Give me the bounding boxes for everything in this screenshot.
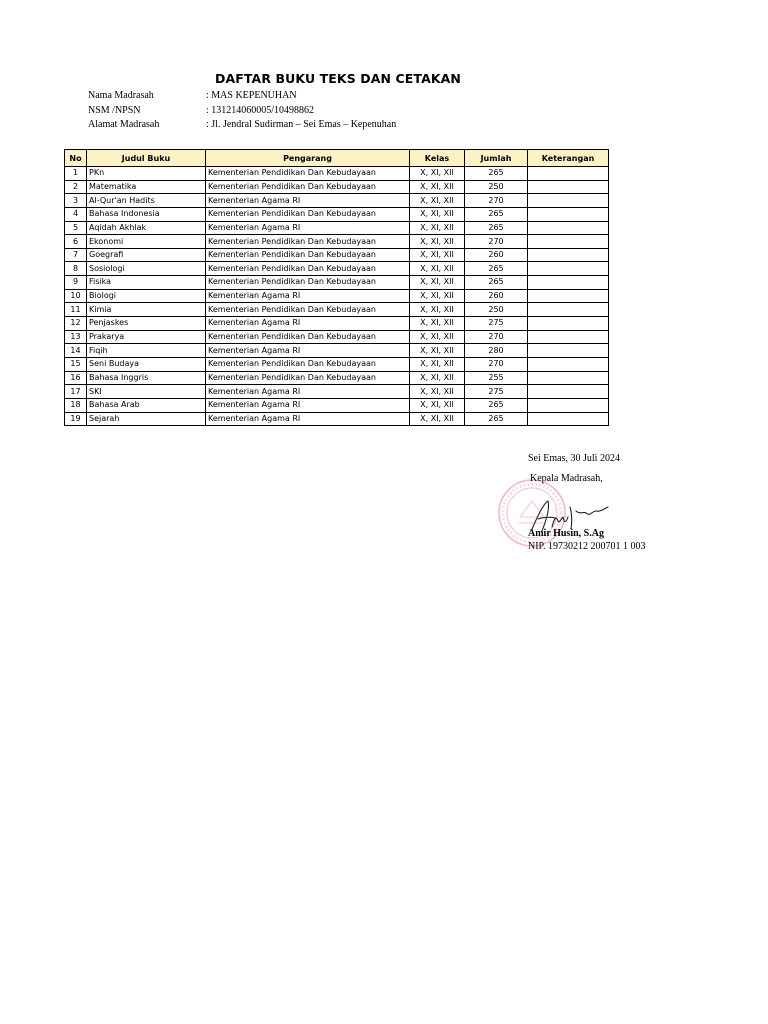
cell-no: 2 (65, 180, 87, 194)
cell-judul-buku: Aqidah Akhlak (87, 221, 206, 235)
cell-pengarang: Kementerian Agama RI (206, 385, 410, 399)
cell-no: 11 (65, 303, 87, 317)
document-title: DAFTAR BUKU TEKS DAN CETAKAN (215, 71, 461, 86)
table-body (65, 167, 609, 426)
cell-jumlah: 270 (465, 194, 528, 208)
cell-keterangan (528, 371, 609, 385)
cell-pengarang: Kementerian Pendidikan Dan Kebudayaan (206, 303, 410, 317)
cell-pengarang: Kementerian Pendidikan Dan Kebudayaan (206, 180, 410, 194)
cell-keterangan (528, 207, 609, 221)
cell-no: 4 (65, 207, 87, 221)
cell-judul-buku: PKn (87, 167, 206, 181)
signatory-nip: NIP. 19730212 200701 1 003 (528, 541, 646, 552)
table-row (65, 398, 609, 412)
signatory-name: Amir Husin, S.Ag (528, 528, 604, 539)
table-row (65, 194, 609, 208)
cell-kelas: X, XI, XII (410, 317, 465, 331)
cell-kelas: X, XI, XII (410, 235, 465, 249)
cell-judul-buku: Kimia (87, 303, 206, 317)
cell-kelas: X, XI, XII (410, 276, 465, 290)
header-jumlah: Jumlah (465, 150, 528, 167)
cell-jumlah: 265 (465, 207, 528, 221)
cell-kelas: X, XI, XII (410, 289, 465, 303)
cell-jumlah: 270 (465, 330, 528, 344)
table-header-row (65, 150, 609, 167)
place-date: Sei Emas, 30 Juli 2024 (528, 453, 620, 464)
cell-keterangan (528, 180, 609, 194)
table-row (65, 330, 609, 344)
cell-pengarang: Kementerian Pendidikan Dan Kebudayaan (206, 248, 410, 262)
cell-no: 12 (65, 317, 87, 331)
cell-keterangan (528, 330, 609, 344)
cell-kelas: X, XI, XII (410, 330, 465, 344)
cell-judul-buku: Bahasa Arab (87, 398, 206, 412)
cell-judul-buku: Biologi (87, 289, 206, 303)
cell-pengarang: Kementerian Pendidikan Dan Kebudayaan (206, 207, 410, 221)
cell-pengarang: Kementerian Agama RI (206, 412, 410, 426)
cell-judul-buku: Fiqih (87, 344, 206, 358)
cell-judul-buku: SKI (87, 385, 206, 399)
cell-jumlah: 265 (465, 262, 528, 276)
table-row (65, 262, 609, 276)
cell-pengarang: Kementerian Agama RI (206, 289, 410, 303)
cell-keterangan (528, 262, 609, 276)
cell-keterangan (528, 167, 609, 181)
cell-no: 6 (65, 235, 87, 249)
header-judul-buku: Judul Buku (87, 150, 206, 167)
cell-pengarang: Kementerian Agama RI (206, 317, 410, 331)
cell-keterangan (528, 385, 609, 399)
cell-kelas: X, XI, XII (410, 194, 465, 208)
table-row (65, 385, 609, 399)
cell-no: 3 (65, 194, 87, 208)
table-row (65, 317, 609, 331)
cell-keterangan (528, 412, 609, 426)
cell-pengarang: Kementerian Agama RI (206, 221, 410, 235)
table-row (65, 248, 609, 262)
cell-keterangan (528, 398, 609, 412)
signatory-position: Kepala Madrasah, (530, 473, 603, 484)
cell-pengarang: Kementerian Pendidikan Dan Kebudayaan (206, 276, 410, 290)
cell-kelas: X, XI, XII (410, 221, 465, 235)
table-row (65, 276, 609, 290)
cell-pengarang: Kementerian Pendidikan Dan Kebudayaan (206, 235, 410, 249)
cell-jumlah: 265 (465, 167, 528, 181)
cell-keterangan (528, 289, 609, 303)
info-value: : 131214060005/10498862 (206, 104, 315, 116)
cell-judul-buku: Bahasa Inggris (87, 371, 206, 385)
cell-judul-buku: Ekonomi (87, 235, 206, 249)
cell-judul-buku: Seni Budaya (87, 357, 206, 371)
cell-jumlah: 265 (465, 221, 528, 235)
info-label: NSM /NPSN (88, 104, 141, 116)
header-no: No (65, 150, 87, 167)
cell-jumlah: 280 (465, 344, 528, 358)
cell-pengarang: Kementerian Agama RI (206, 398, 410, 412)
cell-pengarang: Kementerian Pendidikan Dan Kebudayaan (206, 167, 410, 181)
cell-no: 17 (65, 385, 87, 399)
cell-pengarang: Kementerian Pendidikan Dan Kebudayaan (206, 371, 410, 385)
cell-pengarang: Kementerian Agama RI (206, 344, 410, 358)
info-label: Alamat Madrasah (88, 119, 160, 130)
cell-kelas: X, XI, XII (410, 180, 465, 194)
cell-jumlah: 255 (465, 371, 528, 385)
cell-keterangan (528, 303, 609, 317)
cell-kelas: X, XI, XII (410, 385, 465, 399)
cell-pengarang: Kementerian Pendidikan Dan Kebudayaan (206, 330, 410, 344)
table-row (65, 303, 609, 317)
cell-kelas: X, XI, XII (410, 262, 465, 276)
header-keterangan: Keterangan (528, 150, 609, 167)
header-kelas: Kelas (410, 150, 465, 167)
cell-no: 16 (65, 371, 87, 385)
cell-kelas: X, XI, XII (410, 371, 465, 385)
cell-judul-buku: Sejarah (87, 412, 206, 426)
cell-no: 15 (65, 357, 87, 371)
table-row (65, 371, 609, 385)
table-row (65, 180, 609, 194)
table-row (65, 235, 609, 249)
cell-no: 18 (65, 398, 87, 412)
cell-no: 9 (65, 276, 87, 290)
cell-kelas: X, XI, XII (410, 412, 465, 426)
cell-keterangan (528, 276, 609, 290)
cell-kelas: X, XI, XII (410, 398, 465, 412)
cell-keterangan (528, 194, 609, 208)
cell-pengarang: Kementerian Agama RI (206, 194, 410, 208)
cell-no: 19 (65, 412, 87, 426)
cell-jumlah: 250 (465, 303, 528, 317)
info-label: Nama Madrasah (88, 90, 154, 101)
cell-kelas: X, XI, XII (410, 303, 465, 317)
info-value: : MAS KEPENUHAN (206, 90, 297, 101)
cell-kelas: X, XI, XII (410, 248, 465, 262)
cell-kelas: X, XI, XII (410, 344, 465, 358)
cell-judul-buku: Sosiologi (87, 262, 206, 276)
table-row (65, 221, 609, 235)
info-value: : Jl. Jendral Sudirman – Sei Emas – Kepenuhan (206, 119, 397, 130)
cell-keterangan (528, 221, 609, 235)
cell-pengarang: Kementerian Pendidikan Dan Kebudayaan (206, 357, 410, 371)
cell-no: 1 (65, 167, 87, 181)
cell-jumlah: 270 (465, 357, 528, 371)
cell-judul-buku: Prakarya (87, 330, 206, 344)
header-pengarang: Pengarang (206, 150, 410, 167)
cell-keterangan (528, 235, 609, 249)
cell-no: 10 (65, 289, 87, 303)
cell-kelas: X, XI, XII (410, 207, 465, 221)
cell-kelas: X, XI, XII (410, 357, 465, 371)
cell-jumlah: 260 (465, 248, 528, 262)
cell-jumlah: 265 (465, 276, 528, 290)
cell-no: 8 (65, 262, 87, 276)
table-row (65, 207, 609, 221)
cell-jumlah: 260 (465, 289, 528, 303)
cell-jumlah: 265 (465, 398, 528, 412)
cell-keterangan (528, 248, 609, 262)
cell-jumlah: 275 (465, 385, 528, 399)
cell-jumlah: 275 (465, 317, 528, 331)
table-row (65, 412, 609, 426)
cell-keterangan (528, 317, 609, 331)
table-row (65, 289, 609, 303)
cell-jumlah: 265 (465, 412, 528, 426)
cell-no: 14 (65, 344, 87, 358)
cell-judul-buku: Al-Qur'an Hadits (87, 194, 206, 208)
cell-keterangan (528, 357, 609, 371)
cell-no: 7 (65, 248, 87, 262)
cell-judul-buku: Bahasa Indonesia (87, 207, 206, 221)
cell-keterangan (528, 344, 609, 358)
cell-judul-buku: Matematika (87, 180, 206, 194)
cell-judul-buku: Penjaskes (87, 317, 206, 331)
table-row (65, 357, 609, 371)
book-list-table (64, 149, 609, 426)
table-row (65, 344, 609, 358)
cell-jumlah: 270 (465, 235, 528, 249)
cell-no: 13 (65, 330, 87, 344)
cell-judul-buku: Fisika (87, 276, 206, 290)
cell-kelas: X, XI, XII (410, 167, 465, 181)
cell-jumlah: 250 (465, 180, 528, 194)
table-row (65, 167, 609, 181)
cell-judul-buku: Goegrafi (87, 248, 206, 262)
cell-no: 5 (65, 221, 87, 235)
cell-pengarang: Kementerian Pendidikan Dan Kebudayaan (206, 262, 410, 276)
